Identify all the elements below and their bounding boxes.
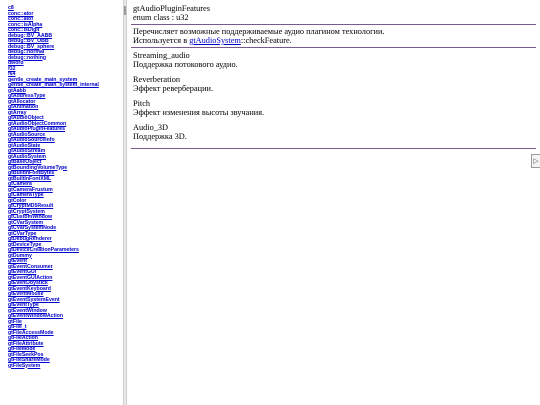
member-name: Reverberation	[133, 75, 180, 84]
sidebar-link[interactable]: debug::BV_sphere	[8, 43, 55, 50]
sidebar-link[interactable]: gtAabb	[8, 87, 26, 94]
sidebar-link[interactable]: debug::BV_OBB	[8, 38, 49, 44]
sidebar-link[interactable]: conc::ator	[8, 10, 34, 17]
sidebar-link[interactable]: gtFile_t	[8, 324, 27, 330]
sidebar-index	[0, 0, 123, 405]
separator-top	[131, 24, 536, 25]
sidebar-link[interactable]: conc::isAlpha	[8, 21, 43, 28]
sidebar-link[interactable]: gtAudioSystem	[8, 153, 47, 160]
member-name: Streaming_audio	[133, 51, 190, 60]
sidebar-link[interactable]: gtAddressType	[8, 93, 46, 99]
sidebar-link[interactable]: gtCVarSystem	[8, 219, 44, 226]
sidebar-link[interactable]: gtAudioSource	[8, 131, 46, 138]
member-description: Эффект реверберации.	[133, 84, 214, 93]
sidebar-link[interactable]: gtFileAction	[8, 335, 38, 341]
member-description: Эффект изменения высоты звучания.	[133, 108, 265, 117]
sidebar-link[interactable]: gtFileAttribute	[8, 340, 44, 347]
sidebar-link[interactable]: gtAudioSourceInfo	[8, 137, 55, 143]
sidebar-link[interactable]: gtCustomWindow	[8, 214, 53, 220]
sidebar-link[interactable]: gtColor	[8, 197, 27, 204]
sidebar-link[interactable]: gtCameraType	[8, 192, 44, 198]
sidebar-link[interactable]: gtDebugRenderer	[8, 236, 52, 242]
used-in-prefix: Используется в	[133, 36, 190, 45]
sidebar-link[interactable]: gtFileSeekPos	[8, 351, 44, 358]
sidebar-list	[0, 0, 123, 369]
sidebar-link[interactable]: gtEventKeyboard	[8, 285, 51, 292]
splitter-grip-icon[interactable]	[124, 6, 126, 15]
sidebar-link[interactable]: gtFileShareMode	[8, 357, 50, 363]
sidebar-link[interactable]: gtFileMode	[8, 346, 36, 352]
sidebar-link[interactable]: gentle_create_main_system_internal	[8, 82, 99, 88]
sidebar-link[interactable]: gtDummy	[8, 252, 32, 259]
sidebar-link[interactable]: conc::isDigit	[8, 27, 40, 33]
sidebar-link[interactable]: gtDeviceType	[8, 241, 42, 248]
separator-middle	[131, 47, 536, 48]
sidebar-link[interactable]: gtCVarType	[8, 230, 37, 237]
sidebar-link[interactable]: gentle_create_main_system	[8, 76, 78, 83]
sidebar-link[interactable]: c8	[8, 5, 14, 11]
member-description: Поддержка потокового аудио.	[133, 60, 238, 69]
sidebar-link[interactable]: gtEventMouse	[8, 291, 44, 297]
sidebar-link[interactable]: gtAudioStream	[8, 148, 46, 154]
sidebar-link[interactable]: gtEventWindow	[8, 307, 47, 314]
sidebar-link[interactable]: gtFileAccessMode	[8, 329, 54, 336]
sidebar-link[interactable]: gtFile	[8, 318, 22, 325]
sidebar-link[interactable]: gtCryptMD5Result	[8, 203, 54, 209]
sidebar-link[interactable]: dword	[8, 60, 24, 66]
sidebar-link[interactable]: gtAudioState	[8, 142, 41, 149]
page-corner-icon[interactable]: ▷	[531, 154, 540, 168]
sidebar-link[interactable]: gtBuiltInFontBytes	[8, 170, 55, 176]
page-title: gtAudioPluginFeatures	[133, 4, 210, 13]
sidebar-link[interactable]: conc::atof	[8, 16, 34, 22]
sidebar-link[interactable]: f32	[8, 65, 16, 72]
sidebar-link[interactable]: gtAudioPluginFeatures	[8, 126, 66, 132]
sidebar-link[interactable]: gtAudioObject	[8, 115, 44, 121]
page-subtitle: enum class : u32	[133, 13, 189, 22]
used-in-suffix: ::checkFeature.	[240, 36, 292, 45]
content-pane	[133, 0, 540, 405]
sidebar-link[interactable]: gtBuiltInFontXML	[8, 175, 52, 182]
sidebar-link[interactable]: gtEventWindowAction	[8, 313, 63, 319]
sidebar-link[interactable]: gtBaseObject	[8, 159, 42, 165]
sidebar-link[interactable]: gtCamera	[8, 181, 32, 187]
sidebar-link[interactable]: gtEventJoystick	[8, 280, 48, 286]
sidebar-link[interactable]: gtCryptSystem	[8, 208, 45, 215]
sidebar-link[interactable]: debug::nothing	[8, 54, 47, 61]
sidebar-link[interactable]: gtEventGUIAction	[8, 274, 53, 281]
separator-bottom	[131, 148, 536, 149]
sidebar-link[interactable]: gtEventConsumer	[8, 263, 53, 270]
sidebar-link[interactable]: gtBoundingVolumeType	[8, 164, 68, 171]
sidebar-link[interactable]: gtAudioObjectCommon	[8, 120, 67, 127]
frame-splitter[interactable]	[123, 0, 127, 405]
sidebar-link[interactable]: gtAllocator	[8, 98, 36, 105]
sidebar-link[interactable]: gtEvent	[8, 258, 28, 264]
sidebar-link[interactable]: gtArray	[8, 109, 27, 116]
used-in-text	[133, 36, 292, 46]
sidebar-link[interactable]: gtEventType	[8, 302, 39, 308]
sidebar-link[interactable]: gtEventSystemEvent	[8, 296, 60, 303]
sidebar-link[interactable]: gtEventGUI	[8, 269, 37, 275]
sidebar-link[interactable]: f64	[8, 71, 16, 77]
sidebar-link[interactable]: debug::normal	[8, 49, 45, 55]
member-name: Pitch	[133, 99, 151, 108]
sidebar-link[interactable]: gtAnimation	[8, 104, 39, 110]
member-description: Поддержка 3D.	[133, 132, 187, 141]
gtaudiosystem-link[interactable]: gtAudioSystem	[189, 36, 241, 45]
sidebar-list-item	[8, 364, 123, 370]
sidebar-link[interactable]: gtFileSystem	[8, 362, 41, 369]
sidebar-link[interactable]: gtCVarSystemNode	[8, 225, 57, 231]
description-text: Перечисляет возможные поддерживаемые аудио плагином технологии.	[133, 27, 385, 36]
sidebar-link[interactable]: gtCameraFrustum	[8, 186, 53, 193]
sidebar-link[interactable]: debug::BV_AABB	[8, 32, 53, 39]
sidebar-link[interactable]: gtDeviceCreationParameters	[8, 247, 79, 253]
member-name: Audio_3D	[133, 123, 169, 132]
